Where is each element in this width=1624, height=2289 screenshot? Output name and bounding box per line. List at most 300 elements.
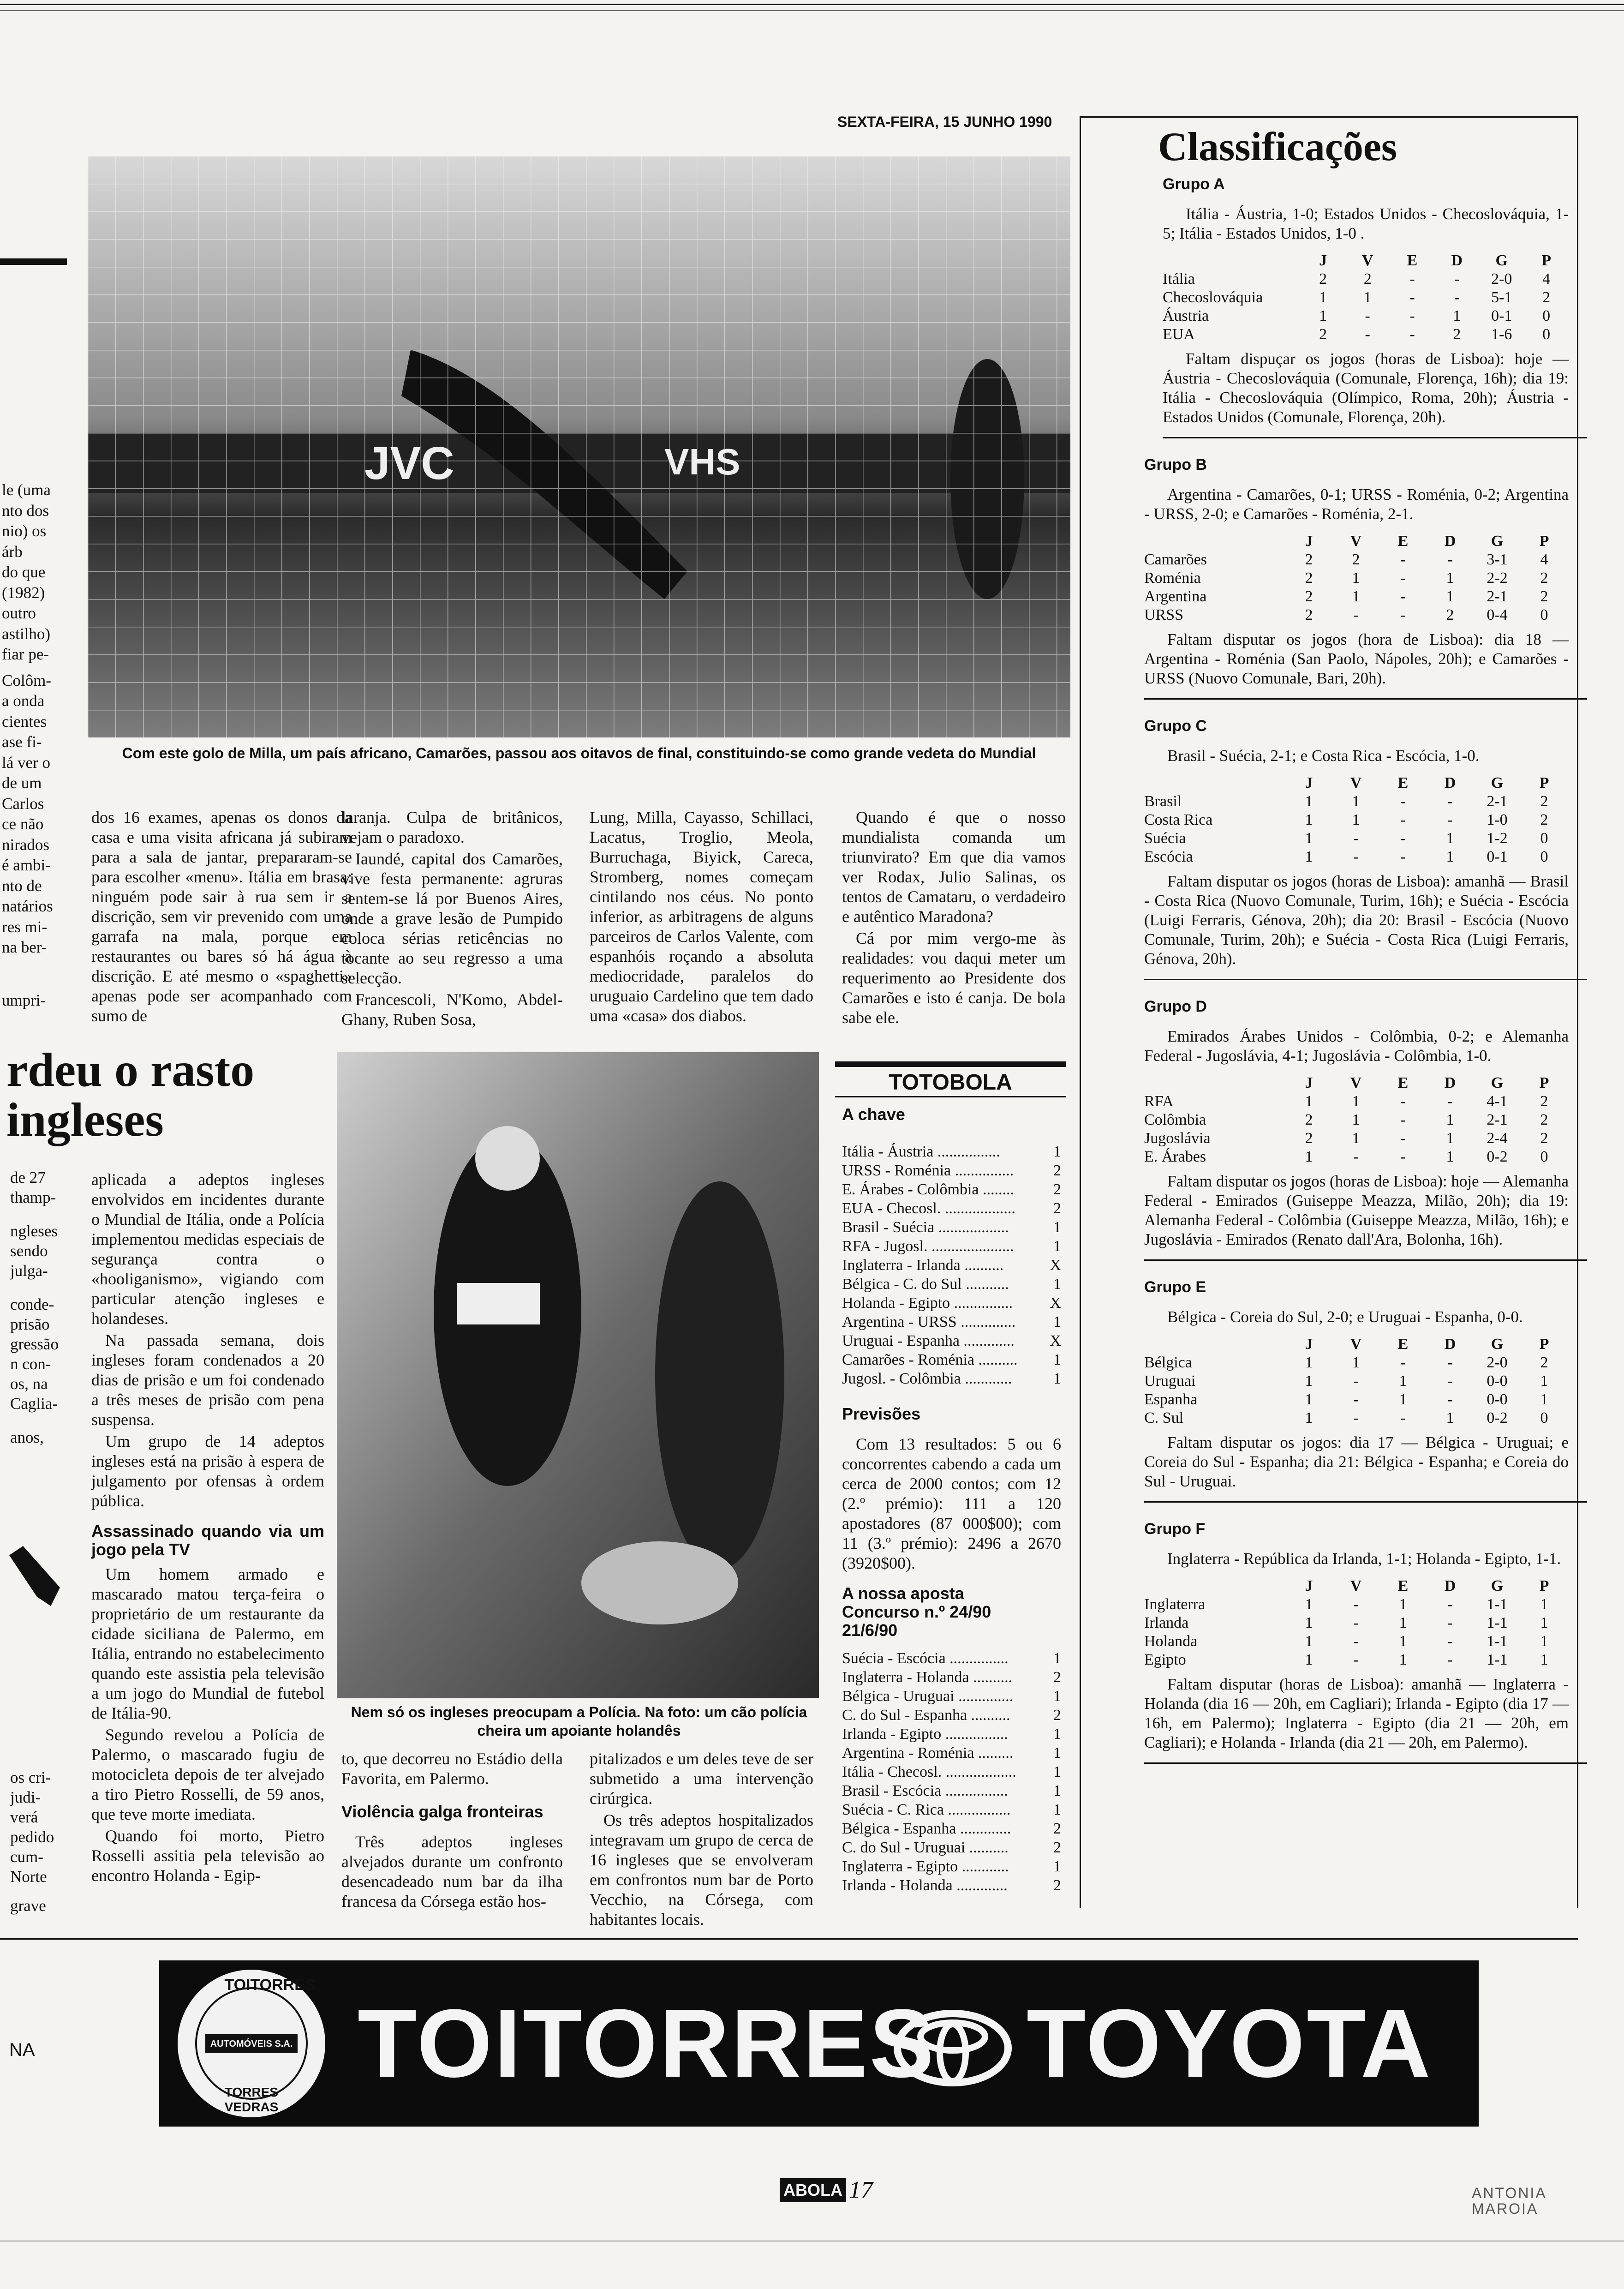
totobola-block (842, 1105, 1061, 1895)
group-block (1144, 998, 1569, 1261)
standings-cell: 1 (1446, 588, 1454, 605)
standings-row (1144, 1111, 1568, 1129)
standings-cell: 1 (1305, 1651, 1313, 1668)
standings-cell: - (1353, 848, 1359, 865)
aposta-match: Suécia - C. Rica ................ (842, 1801, 1011, 1818)
article2-col2: to, que decorreu no Estádio della Favorita, em Palermo. Violência galga fronteiras Três adeptos ingleses alvejados durante um confronto desencadeado num bar da ilha francesa da Córsega estão hos- (341, 1750, 563, 1911)
standings-cell: 1 (1446, 569, 1454, 587)
standings-header: P (1541, 252, 1552, 269)
standings-cell: - (1353, 1409, 1359, 1426)
standings-cell: 1-1 (1487, 1633, 1508, 1650)
standings-cell: 1 (1446, 1148, 1454, 1165)
team-name: Bélgica (1144, 1354, 1192, 1371)
standings-header: V (1350, 774, 1362, 791)
chave-match: URSS - Roménia ............... (842, 1162, 1014, 1179)
seal-bottom-text: TORRES VEDRAS (224, 2085, 279, 2114)
group-block (1144, 456, 1569, 700)
chave-result: X (1050, 1332, 1061, 1349)
chave-result: 1 (1053, 1219, 1061, 1236)
standings-cell: 1 (1540, 1651, 1548, 1668)
standings-cell: - (1400, 811, 1406, 828)
standings-cell: 0 (1542, 326, 1551, 343)
aposta-row (842, 1649, 1061, 1668)
chave-match: Argentina - URSS .............. (842, 1313, 1016, 1330)
chave-row (842, 1218, 1061, 1237)
aposta-result: 2 (1053, 1820, 1061, 1837)
standings-cell: 4 (1540, 551, 1548, 568)
group-divider (1144, 1501, 1587, 1503)
standings-cell: 2-1 (1487, 588, 1508, 605)
standings-row (1163, 307, 1569, 325)
standings-cell: 0-1 (1491, 307, 1512, 324)
standings-row (1163, 288, 1569, 307)
chave-row (842, 1312, 1061, 1331)
standings-row (1144, 1354, 1568, 1372)
standings-cell: 2 (1540, 588, 1548, 605)
standings-cell: 2-2 (1487, 569, 1508, 587)
chave-row (842, 1142, 1061, 1161)
standings-cell: 1-1 (1487, 1651, 1508, 1668)
standings-header: E (1397, 1074, 1409, 1091)
standings-cell: 1 (1305, 793, 1313, 810)
aposta-result: 1 (1053, 1688, 1061, 1705)
chave-match: Inglaterra - Irlanda .......... (842, 1257, 1004, 1274)
aposta-row (842, 1744, 1061, 1762)
article2-col1: aplicada a adeptos ingleses envolvidos em incidentes durante o Mundial de Itália, onde a Polícia implementou medidas especiais de segurança contra o «hooliganismo», vigiando com particular atenção ingleses e holandeses. Na passada semana, dois ingleses foram condenados a 20 dias de prisão e um foi condenado a três meses de prisão com pena suspensa. Um grupo de 14 adeptos ingleses está na prisão à espera de julgamento por ofensas à ordem pública. Assassinado quando via um jogo pela TV Um homem armado e mascarado matou terça-feira o proprietário de um restaurante da cidade siciliana de Palermo, em Itália, entrando no estabelecimento quando este assistia pela televisão a um jogo do Mundial de futebol de Itália-90. Segundo revelou a Polícia de Palermo, o mascarado fugiu de motocicleta depois de ter alvejado a tiro Pietro Rosselli, de 59 anos, que teve morte imediata. Quando foi morto, Pietro Rosselli assitia pela televisão ao encontro Holanda - Egip- (91, 1170, 324, 1885)
standings-cell: 2-1 (1487, 793, 1508, 810)
standings-cell: 2-1 (1487, 1111, 1508, 1128)
chave-row (842, 1331, 1061, 1350)
group-title: Grupo A (1163, 175, 1225, 193)
aposta-result: 2 (1053, 1839, 1061, 1856)
standings-table (1144, 1335, 1568, 1427)
group-divider (1144, 979, 1587, 980)
team-name: Checoslováquia (1163, 289, 1263, 306)
standings-cell: - (1400, 1409, 1406, 1426)
standings-header: J (1305, 774, 1313, 791)
standings-cell: 1 (1352, 1111, 1360, 1128)
standings-cell: 1 (1352, 569, 1360, 587)
group-remaining-games: Faltam disputar os jogos: dia 17 — Bélgica - Uruguai; e Coreia do Sul - Espanha; dia 21: Bélgica - Espanha; e Coreia do Sul - Uruguai. (1144, 1433, 1569, 1490)
standings-cell: 2 (1540, 793, 1548, 810)
standings-cell: 1 (1399, 1614, 1407, 1631)
standings-row (1144, 1595, 1568, 1614)
chave-match: RFA - Jugosl. ..................... (842, 1238, 1014, 1255)
standings-cell: 2 (1540, 1093, 1548, 1110)
team-name: Áustria (1163, 307, 1209, 324)
totobola-previsoes-text: Com 13 resultados: 5 ou 6 concorrentes cabendo a cada um cerca de 2000 contos; com 12 (2.º prémio): 111 a 120 apostadores (87 000$00); com 11 (3.º prémio): 2496 a 2670 (3920$00). (842, 1435, 1061, 1572)
standings-header: G (1495, 252, 1508, 269)
standings-cell: 2 (1352, 551, 1360, 568)
standings-cell: 0-0 (1487, 1372, 1508, 1390)
standings-cell: - (1409, 270, 1415, 288)
aposta-row (842, 1838, 1061, 1857)
article2-col3: pitalizados e um deles teve de ser submetido a uma intervenção cirúrgica. Os três adeptos hospitalizados integravam um grupo de cerca de 16 ingleses que se envolveram em confrontos num bar de Porto Vecchio, na Córsega, com habitantes locais. (590, 1750, 813, 1929)
seal-top-text: TOITORRES (224, 1976, 316, 1994)
subhead-assassinado: Assassinado quando via um jogo pela TV (91, 1522, 324, 1559)
article1-col1: dos 16 exames, apenas os donos da casa e uma visita africana já subiram para a sala de jantar, prepararam-se para escolher «menu». Itália em brasa: ninguém pode sair à rua sem ir a discrição, sem vir prevenido com uma garrafa na mala, porque em restaurantes ou bares só há água à discrição. E até mesmo o «spaghetti» apenas pode ser acompanhado com sumo de (91, 808, 352, 1025)
standings-cell: 0-2 (1487, 1148, 1508, 1165)
group-results: Brasil - Suécia, 2-1; e Costa Rica - Escócia, 1-0. (1167, 747, 1480, 765)
team-name: EUA (1163, 326, 1195, 343)
standings-header: G (1491, 533, 1504, 550)
standings-header: V (1350, 533, 1362, 550)
standings-cell: 1 (1446, 848, 1454, 865)
standings-cell: 1 (1305, 1614, 1313, 1631)
aposta-row (842, 1819, 1061, 1838)
standings-header: J (1305, 533, 1313, 550)
top-rule-thin (0, 10, 1624, 11)
standings-header: V (1350, 1074, 1362, 1091)
standings-cell: - (1447, 1372, 1453, 1390)
group-results: Emirados Árabes Unidos - Colômbia, 0-2; e Alemanha Federal - Jugoslávia, 4-1; Jugoslávia - Colômbia, 1-0. (1144, 1027, 1569, 1065)
standings-cell: 2 (1305, 1130, 1313, 1147)
standings-cell: 0-1 (1487, 848, 1508, 865)
aposta-match: Itália - Checosl. .................. (842, 1763, 1016, 1780)
chave-match: E. Árabes - Colômbia ........ (842, 1181, 1014, 1198)
standings-cell: - (1400, 1130, 1406, 1147)
left-bar (0, 258, 67, 265)
standings-cell: 2 (1319, 270, 1327, 288)
chave-row (842, 1294, 1061, 1312)
standings-header: J (1305, 1336, 1313, 1353)
chave-result: 1 (1053, 1276, 1061, 1293)
standings-cell: 1 (1305, 1354, 1313, 1371)
team-name: URSS (1144, 606, 1184, 623)
archive-stamp: ANTONIA MAROIA (1472, 2185, 1547, 2217)
aposta-match: Inglaterra - Holanda .......... (842, 1669, 1013, 1686)
aposta-match: Brasil - Escócia ................ (842, 1782, 1008, 1799)
standings-cell: - (1400, 793, 1406, 810)
team-name: Egipto (1144, 1651, 1186, 1668)
standings-cell: 2 (1540, 1111, 1548, 1128)
standings-cell: 2 (1540, 1130, 1548, 1147)
team-name: Jugoslávia (1144, 1130, 1211, 1147)
standings-cell: 0 (1540, 848, 1548, 865)
standings-cell: 1-6 (1491, 326, 1512, 343)
standings-header: D (1444, 774, 1456, 791)
standings-cell: 1-1 (1487, 1596, 1508, 1613)
standings-cell: - (1400, 1111, 1406, 1128)
team-name: Espanha (1144, 1391, 1198, 1408)
standings-cell: - (1447, 1596, 1453, 1613)
standings-cell: 1 (1305, 1372, 1313, 1390)
standings-cell: - (1400, 606, 1406, 623)
group-remaining-games: Faltam disputar os jogos (hora de Lisboa): dia 18 — Argentina - Roménia (San Paolo, Nápoles, 20h); e Camarões - URSS (Nuovo Comunale, Bari, 20h). (1144, 630, 1569, 687)
ad-brand-left: TOITORRES (358, 1989, 936, 2097)
standings-cell: - (1447, 1633, 1453, 1650)
standings-cell: 2 (1305, 551, 1313, 568)
standings-cell: 1 (1453, 307, 1461, 324)
standings-cell: - (1454, 270, 1460, 288)
ad-separator (0, 1938, 1578, 1940)
standings-cell: 1 (1399, 1651, 1407, 1668)
totobola-title: TOTOBOLA (889, 1070, 1012, 1095)
abola-logo: ABOLA (780, 2178, 846, 2202)
standings-cell: 5-1 (1491, 289, 1512, 306)
team-name: Inglaterra (1144, 1596, 1206, 1613)
chave-match: Camarões - Roménia .......... (842, 1351, 1018, 1368)
standings-cell: - (1400, 551, 1406, 568)
group-title: Grupo B (1144, 456, 1207, 473)
aposta-row (842, 1687, 1061, 1706)
standings-row (1163, 325, 1569, 344)
standings-row (1144, 1129, 1568, 1148)
standings-header: D (1444, 533, 1456, 550)
standings-cell: 1-1 (1487, 1614, 1508, 1631)
standings-header: P (1539, 1336, 1549, 1353)
arrow-mark-icon (9, 1546, 65, 1615)
standings-cell: - (1365, 307, 1370, 324)
aposta-match: Irlanda - Egipto ................ (842, 1726, 1008, 1743)
aposta-match: Inglaterra - Egipto ............ (842, 1858, 1009, 1875)
totobola-rule (835, 1096, 1066, 1097)
standings-header: D (1444, 1577, 1456, 1594)
group-remaining-games: Faltam dispuçar os jogos (horas de Lisboa): hoje — Áustria - Checoslováquia (Comunale, Florença, 16h); dia 19: Itália - Checoslováquia (Olímpico, Roma, 20h); Áustria - Estados Unidos (Comunale, Florença, 20h). (1163, 350, 1569, 426)
standings-cell: - (1365, 326, 1370, 343)
toyota-logo-icon (893, 2009, 1013, 2087)
standings-cell: - (1400, 588, 1406, 605)
standings-cell: - (1409, 326, 1415, 343)
standings-cell: - (1409, 289, 1415, 306)
team-name: Argentina (1144, 588, 1207, 605)
standings-cell: - (1400, 1354, 1406, 1371)
standings-cell: 1 (1446, 830, 1454, 847)
classificacoes-groups (1144, 175, 1569, 1781)
standings-cell: 1 (1540, 1633, 1548, 1650)
standings-cell: - (1353, 1391, 1359, 1408)
standings-cell: 4-1 (1487, 1093, 1508, 1110)
standings-header: E (1397, 774, 1409, 791)
standings-cell: 2 (1305, 588, 1313, 605)
group-title: Grupo D (1144, 998, 1207, 1015)
standings-row (1144, 606, 1568, 624)
totobola-chave-list (842, 1142, 1061, 1388)
group-remaining-games: Faltam disputar os jogos (horas de Lisboa): amanhã — Brasil - Costa Rica (Nuovo Comunale, Turim, 16h); e Suécia - Escócia (Luigi Ferraris, Génova, 20h); dia 20: Brasil - Escócia (Nuovo Comunale, Turim, 20h); e Suécia - Costa Rica (Luigi Ferraris, Génova, 20h). (1144, 872, 1569, 968)
standings-cell: - (1400, 830, 1406, 847)
article2-headline: rdeu o rasto ingleses (6, 1043, 255, 1146)
aposta-match: Suécia - Escócia ............... (842, 1650, 1009, 1667)
aposta-match: Argentina - Roménia ......... (842, 1744, 1014, 1762)
totobola-bar (835, 1061, 1066, 1067)
team-name: RFA (1144, 1093, 1174, 1110)
group-remaining-games: Faltam disputar (horas de Lisboa): amanhã — Inglaterra - Holanda (dia 16 — 20h, em Cagliari); Irlanda - Egipto (dia 17 — 16h, em Palermo); Inglaterra - Egipto (dia 21 — 20h, em Cagliari); e Holanda - Irlanda (dia 21 — 20h, em Palermo). (1144, 1675, 1569, 1751)
standings-header: E (1397, 533, 1409, 550)
standings-cell: 2 (1305, 1111, 1313, 1128)
photo-goal-caption: Com este golo de Milla, um país africano, Camarões, passou aos oitavos de final, constituindo-se como grande vedeta do Mundial (122, 745, 1036, 761)
aposta-result: 2 (1053, 1669, 1061, 1686)
standings-cell: - (1400, 1148, 1406, 1165)
standings-cell: - (1447, 793, 1453, 810)
standings-header: G (1491, 1577, 1504, 1594)
aposta-result: 1 (1053, 1782, 1061, 1799)
standings-cell: 1 (1399, 1596, 1407, 1613)
standings-row (1144, 811, 1568, 829)
team-name: Suécia (1144, 830, 1186, 847)
standings-cell: 2 (1542, 289, 1551, 306)
standings-row (1144, 1372, 1568, 1390)
totobola-chave-title: A chave (842, 1105, 905, 1124)
standings-cell: 2-4 (1487, 1130, 1508, 1147)
standings-header: P (1539, 774, 1549, 791)
standings-cell: 1 (1352, 793, 1360, 810)
chave-row (842, 1275, 1061, 1294)
chave-row (842, 1237, 1061, 1256)
group-title: Grupo C (1144, 717, 1207, 735)
chave-match: Uruguai - Espanha ............. (842, 1332, 1015, 1349)
group-block (1144, 1278, 1569, 1503)
team-name: Uruguai (1144, 1372, 1196, 1390)
standings-cell: - (1447, 1391, 1453, 1408)
standings-header: E (1397, 1336, 1409, 1353)
standings-cell: 1 (1540, 1372, 1548, 1390)
chave-result: 2 (1053, 1162, 1061, 1179)
standings-table (1144, 1577, 1568, 1669)
standings-header: P (1539, 533, 1549, 550)
standings-cell: 0-2 (1487, 1409, 1508, 1426)
team-name: Escócia (1144, 848, 1193, 865)
standings-cell: 1 (1352, 588, 1360, 605)
aposta-match: Bélgica - Espanha ............. (842, 1820, 1011, 1837)
aposta-result: 2 (1053, 1877, 1061, 1894)
standings-table (1144, 1074, 1568, 1166)
aposta-row (842, 1706, 1061, 1725)
seal-mid-text: AUTOMÓVEIS S.A. (210, 2039, 293, 2049)
left-fragment-na: NA (9, 2040, 35, 2060)
standings-row (1144, 829, 1568, 848)
standings-cell: 0 (1540, 1148, 1548, 1165)
standings-header: G (1491, 1336, 1504, 1353)
group-block (1163, 175, 1569, 438)
totobola-previsoes-title: Previsões (842, 1404, 921, 1423)
standings-header: D (1444, 1336, 1456, 1353)
team-name: Camarões (1144, 551, 1207, 568)
chave-row (842, 1199, 1061, 1218)
standings-header: D (1444, 1074, 1456, 1091)
aposta-row (842, 1800, 1061, 1819)
standings-cell: 2-0 (1491, 270, 1512, 288)
page-date: SEXTA-FEIRA, 15 JUNHO 1990 (837, 114, 1052, 130)
chave-row (842, 1161, 1061, 1180)
standings-cell: - (1353, 1372, 1359, 1390)
standings-row (1144, 1632, 1568, 1651)
standings-cell: - (1353, 1614, 1359, 1631)
standings-cell: 1 (1305, 1148, 1313, 1165)
standings-cell: 0 (1542, 307, 1551, 324)
aposta-match: Irlanda - Holanda ............. (842, 1877, 1008, 1894)
chave-match: Jugosl. - Colômbia ............ (842, 1370, 1012, 1387)
totobola-aposta-list (842, 1649, 1061, 1895)
group-divider (1163, 437, 1587, 438)
standings-cell: 0 (1540, 1409, 1548, 1426)
group-divider (1144, 698, 1587, 700)
standings-cell: 1 (1399, 1633, 1407, 1650)
standings-cell: 1 (1352, 1354, 1360, 1371)
standings-cell: 1 (1399, 1372, 1407, 1390)
aposta-result: 1 (1053, 1744, 1061, 1762)
standings-cell: 1 (1540, 1391, 1548, 1408)
group-results: Itália - Áustria, 1-0; Estados Unidos - Checoslováquia, 1-5; Itália - Estados Unidos, 1-0 . (1163, 205, 1569, 242)
standings-cell: 1 (1319, 307, 1327, 324)
standings-cell: 2 (1446, 606, 1454, 623)
aposta-result: 1 (1053, 1763, 1061, 1780)
team-name: E. Árabes (1144, 1148, 1206, 1165)
standings-table (1163, 252, 1569, 344)
standings-row (1144, 792, 1568, 811)
chave-row (842, 1369, 1061, 1388)
group-block (1144, 1520, 1569, 1764)
page-number: 17 (849, 2177, 873, 2203)
standings-cell: 2 (1363, 270, 1372, 288)
chave-result: X (1050, 1257, 1061, 1274)
standings-row (1144, 587, 1568, 606)
standings-cell: 2 (1305, 606, 1313, 623)
standings-cell: 0-0 (1487, 1391, 1508, 1408)
chave-match: Itália - Áustria ................ (842, 1143, 1000, 1160)
standings-header: J (1305, 1577, 1313, 1594)
aposta-match: C. do Sul - Uruguai .......... (842, 1839, 1009, 1856)
aposta-row (842, 1725, 1061, 1744)
standings-cell: 1 (1305, 848, 1313, 865)
standings-row (1163, 270, 1569, 288)
standings-header: G (1491, 1074, 1504, 1091)
aposta-row (842, 1876, 1061, 1895)
aposta-row (842, 1857, 1061, 1876)
standings-cell: - (1447, 1651, 1453, 1668)
standings-cell: 2 (1540, 1354, 1548, 1371)
left-fragment-mid: de 27 thamp- ngleses sendo julga- conde- prisão gressão n con- os, na Caglia- anos, (10, 1168, 59, 1446)
top-rule (0, 4, 1624, 5)
chave-result: 2 (1053, 1200, 1061, 1217)
standings-row (1144, 1409, 1568, 1427)
standings-cell: 2 (1540, 811, 1548, 828)
standings-cell: 1 (1446, 1409, 1454, 1426)
standings-cell: 1-0 (1487, 811, 1508, 828)
chave-result: 1 (1053, 1313, 1061, 1330)
left-fragment-top: le (uma nto dos nio) os árb do que (1982) outro astilho) fiar pe- Colôm- a onda cientes ase fi- lá ver o de um Carlos ce não nirados é ambi- nto de natários res mi- na ber- umpri- (2, 481, 53, 1009)
standings-cell: - (1400, 569, 1406, 587)
standings-cell: 1 (1540, 1596, 1548, 1613)
standings-cell: 1 (1540, 1614, 1548, 1631)
team-name: Roménia (1144, 569, 1201, 587)
chave-result: 1 (1053, 1370, 1061, 1387)
standings-header: V (1361, 252, 1373, 269)
standings-cell: - (1353, 1651, 1359, 1668)
chave-match: EUA - Checosl. .................. (842, 1200, 1015, 1217)
subhead-violencia: Violência galga fronteiras (341, 1802, 543, 1821)
standings-cell: - (1353, 1596, 1359, 1613)
standings-row (1144, 1390, 1568, 1409)
standings-cell: 2-0 (1487, 1354, 1508, 1371)
team-name: Itália (1163, 270, 1195, 288)
chave-row (842, 1350, 1061, 1369)
aposta-row (842, 1668, 1061, 1687)
aposta-row (842, 1762, 1061, 1781)
ad-brand-right: TOYOTA (1027, 1989, 1433, 2097)
article1-col3: Lung, Milla, Cayasso, Schillaci, Lacatus, Troglio, Meola, Burruchaga, Biyick, Careca, Stromberg, nomes começam cintilando nos céus. No ponto inferior, as arbitragens de alguns parceiros de Carlos Valente, com espanhóis roçando a absoluta mediocridade, paralelos do uruguaio Cardelino que tem dado uma «casa» dos diabos. (590, 808, 813, 1025)
photo-police-dog (337, 1052, 819, 1698)
chave-result: 1 (1053, 1238, 1061, 1255)
aposta-result: 1 (1053, 1650, 1061, 1667)
standings-cell: - (1353, 1148, 1359, 1165)
group-divider (1144, 1259, 1587, 1261)
standings-cell: 1 (1305, 1633, 1313, 1650)
standings-row (1144, 1651, 1568, 1669)
standings-cell: 1 (1363, 289, 1372, 306)
standings-cell: 4 (1542, 270, 1551, 288)
standings-cell: - (1447, 551, 1453, 568)
aposta-match: C. do Sul - Espanha .......... (842, 1707, 1010, 1724)
